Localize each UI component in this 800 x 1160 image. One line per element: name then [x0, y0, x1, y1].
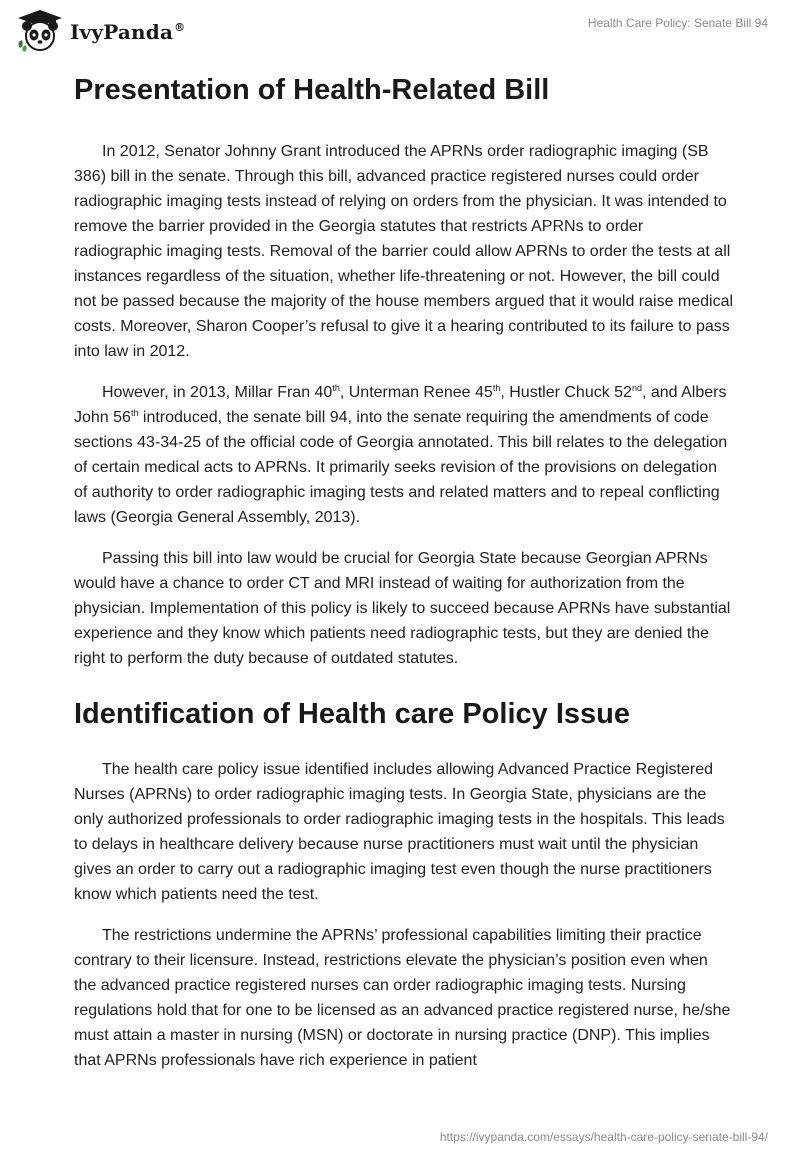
paragraph: In 2012, Senator Johnny Grant introduced the APRNs order radiographic imaging (SB 386) bill in the senate. Through this bill, advanced practice registered nurses could order radiographic imaging tests instead of relying on orders from the physician. It was intended to remove the barrier provided in the Georgia statutes that restricts APRNs to order radiographic imaging tests. Removal of the barrier could allow APRNs to order the tests at all instances regardless of the situation, whether life-threatening or not. However, the bill could not be passed because the majority of the house members argued that it would raise medical costs. Moreover, Sharon Cooper’s refusal to give it a hearing contributed to its failure to pass into law in 2012. — [74, 143, 734, 360]
ivypanda-logo[interactable] — [14, 8, 185, 54]
paragraph: The health care policy issue identified includes allowing Advanced Practice Registered Nurses (APRNs) to order radiographic imaging tests. In Georgia State, physicians are the only authorized professionals to order radiographic imaging tests in the hospitals. This leads to delays in healthcare delivery because nurse practitioners must wait until the physician gives an order to carry out a radiographic imaging test even though the nurse practitioners know which patients need the test. — [74, 761, 725, 903]
paragraph: However, in 2013, Millar Fran 40th, Unterman Renee 45th, Hustler Chuck 52nd, and Albers John 56th introduced, the senate bill 94, into the senate requiring the amendments of code sections 43-34-25 of the official code of Georgia annotated. This bill relates to the delegation of certain medical acts to APRNs. It primarily seeks revision of the provisions on delegation of authority to order radiographic imaging tests and related matters and to repeal conflicting laws (Georgia General Assembly, 2013). — [74, 383, 728, 526]
paragraph: The restrictions undermine the APRNs’ professional capabilities limiting their practice contrary to their licensure. Instead, restrictions elevate the physician’s position even when the advanced practice registered nurses can order radiographic imaging tests. Nursing regulations hold that for one to be licensed as an advanced practice registered nurse, he/she must attain a master in nursing (MSN) or doctorate in nursing practice (DNP). This implies that APRNs professionals have rich experience in patient — [74, 927, 731, 1069]
section-heading-identification: Identification of Health care Policy Issue — [74, 698, 630, 730]
paragraph: Passing this bill into law would be crucial for Georgia State because Georgian APRNs would have a chance to order CT and MRI instead of waiting for authorization from the physician. Implementation of this policy is likely to succeed because APRNs have substantial experience and they know which patients need radiographic tests, but they are denied the right to perform the duty because of outdated statutes. — [74, 550, 731, 667]
essay-content — [74, 70, 734, 1073]
source-url[interactable]: https://ivypanda.com/essays/health-care-policy-senate-bill-94/ — [439, 1130, 768, 1144]
panda-graduation-icon — [14, 8, 66, 54]
document-title: Health Care Policy: Senate Bill 94 — [587, 16, 768, 30]
brand-name: IvyPanda® — [70, 20, 186, 44]
section-heading-presentation: Presentation of Health-Related Bill — [74, 74, 550, 106]
page-header — [0, 0, 800, 60]
